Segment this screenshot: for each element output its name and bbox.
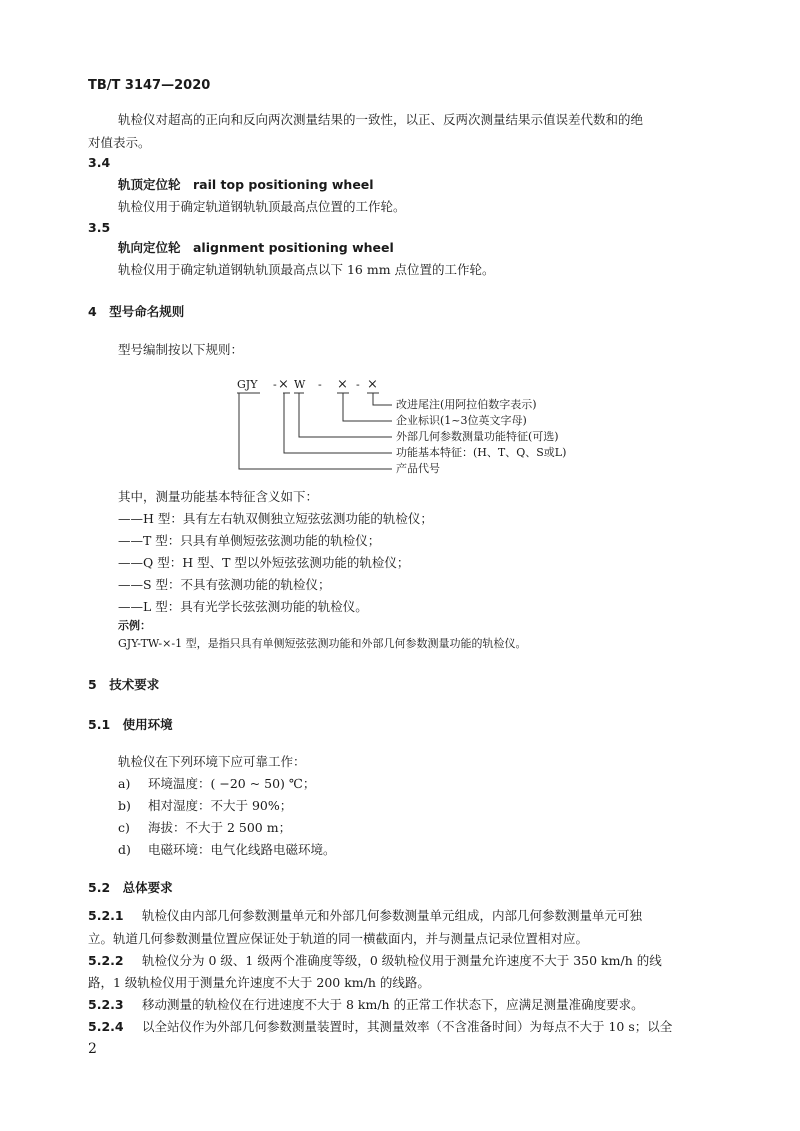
code-part: W [294, 378, 306, 391]
paragraph-line: 立。轨道几何参数测量位置应保证处于轨道的同一横截面内，并与测量点记录位置相对应。 [88, 931, 589, 946]
list-item: ——S 型：不具有弦测功能的轨检仪； [118, 577, 331, 592]
paragraph-line: 路，1 级轨检仪用于测量允许速度不大于 200 km/h 的线路。 [88, 975, 430, 990]
list-item: ——H 型：具有左右轨双侧独立短弦弦测功能的轨检仪； [118, 511, 433, 526]
code-part: GJY [237, 378, 258, 391]
clause-number: 5.2.4 [88, 1019, 124, 1034]
paragraph-line: 轨检仪由内部几何参数测量单元和外部几何参数测量单元组成，内部几何参数测量单元可独 [142, 908, 643, 923]
clause-number: 3.4 [88, 155, 111, 170]
clause-number: 5.2.2 [88, 953, 124, 968]
paragraph-line: 以全站仪作为外部几何参数测量装置时，其测量效率（不含准备时间）为每点不大于 10 s；以全 [142, 1019, 673, 1034]
code-part: - [273, 378, 277, 391]
list-item: 海拔：不大于 2 500 m； [148, 820, 292, 835]
term-title: 轨向定位轮 alignment positioning wheel [118, 240, 394, 255]
diagram-label: 功能基本特征：(H、T、Q、S或L) [396, 446, 567, 459]
paragraph-line: 对值表示。 [88, 135, 151, 150]
example-text: GJY-TW-×-1 型，是指只具有单侧短弦弦测功能和外部几何参数测量功能的轨检仪。 [118, 637, 527, 650]
diagram-label: 改进尾注(用阿拉伯数字表示) [396, 398, 537, 411]
paragraph-line: 轨检仪在下列环境下应可靠工作： [118, 754, 306, 769]
paragraph-line: 轨检仪对超高的正向和反向两次测量结果的一致性，以正、反两次测量结果示值误差代数和的绝 [118, 112, 644, 127]
list-key: c) [118, 820, 130, 835]
list-item: 相对湿度：不大于 90%； [148, 798, 293, 813]
subsection-heading: 5.2 总体要求 [88, 880, 173, 895]
code-part: - [318, 378, 322, 391]
diagram-label: 企业标识(1~3位英文字母) [396, 414, 527, 427]
diagram-label: 产品代号 [396, 462, 440, 475]
clause-number: 5.2.1 [88, 908, 124, 923]
paragraph-line: 移动测量的轨检仪在行进速度不大于 8 km/h 的正常工作状态下，应满足测量准确度要求。 [142, 997, 644, 1012]
code-part: × [278, 377, 289, 392]
section-heading: 5 技术要求 [88, 677, 160, 692]
term-title: 轨顶定位轮 rail top positioning wheel [118, 177, 374, 192]
term-definition: 轨检仪用于确定轨道钢轨轨顶最高点以下 16 mm 点位置的工作轮。 [118, 262, 495, 277]
paragraph-line: 轨检仪分为 0 级、1 级两个准确度等级，0 级轨检仪用于测量允许速度不大于 350 km/h 的线 [142, 953, 662, 968]
code-part: × [337, 377, 348, 392]
subsection-heading: 5.1 使用环境 [88, 717, 173, 732]
code-part: × [367, 377, 378, 392]
list-key: d) [118, 842, 131, 857]
clause-number: 5.2.3 [88, 997, 124, 1012]
paragraph-line: 型号编制按以下规则： [118, 342, 244, 357]
clause-number: 3.5 [88, 220, 111, 235]
example-label: 示例： [118, 619, 151, 632]
list-item: ——L 型：具有光学长弦弦测功能的轨检仪。 [118, 599, 368, 614]
list-item: 电磁环境：电气化线路电磁环境。 [148, 842, 336, 857]
diagram-label: 外部几何参数测量功能特征(可选) [396, 430, 559, 443]
list-item: ——T 型：只具有单侧短弦弦测功能的轨检仪； [118, 533, 381, 548]
term-definition: 轨检仪用于确定轨道钢轨轨顶最高点位置的工作轮。 [118, 199, 406, 214]
list-key: b) [118, 798, 131, 813]
standard-header: TB/T 3147—2020 [88, 78, 211, 93]
page-number: 2 [88, 1041, 97, 1057]
section-heading: 4 型号命名规则 [88, 304, 185, 319]
paragraph-line: 其中，测量功能基本特征含义如下： [118, 489, 319, 504]
list-item: ——Q 型：H 型、T 型以外短弦弦测功能的轨检仪； [118, 555, 410, 570]
list-key: a) [118, 776, 131, 791]
list-item: 环境温度：( −20 ~ 50) ℃； [148, 776, 316, 791]
code-part: - [356, 378, 360, 391]
